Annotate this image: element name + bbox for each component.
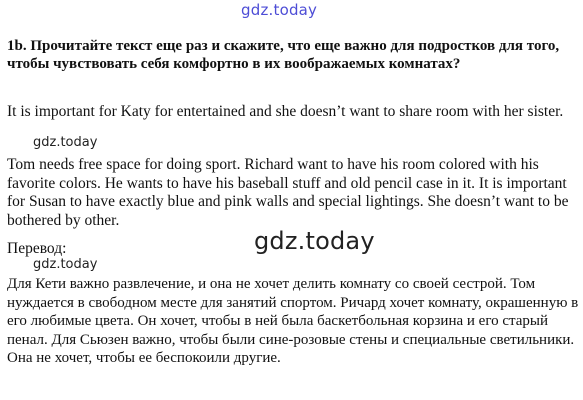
translation-text: Для Кети важно развлечение, и она не хочет делить комнату со своей сестрой. Том нуждается в свободном месте для занятий спортом. Ричард хочет комнату, окрашенную в его любимые цвета. Он хочет, чтобы в ней была баскетбольная корзина и его старый пенал. Для Сьюзен важно, чтобы были сине-розовые стены и специальные светильники. Она не хочет, чтобы ее беспокоили другие. [7, 276, 579, 367]
watermark-small-1: gdz.today [33, 135, 98, 150]
task-heading: 1b. Прочитайте текст еще раз и скажите, что еще важно для подростков для того, чтобы чувствовать себя комфортно в их воображаемых комнатах? [7, 38, 560, 72]
answer-paragraph-1: It is important for Katy for entertained and she doesn’t want to share room with her sister. [7, 103, 564, 120]
watermark-center: gdz.today [254, 227, 375, 255]
translation-label: Перевод: [7, 240, 67, 257]
watermark-top: gdz.today [241, 1, 318, 19]
watermark-small-2: gdz.today [33, 257, 98, 272]
answer-paragraph-2: Tom needs free space for doing sport. Richard want to have his room colored with his favorite colors. He wants to have his baseball stuff and old pencil case in it. It is important for Susan to have exactly blue and pink walls and special lightings. She doesn’t want to be bothered by other. [7, 156, 569, 229]
